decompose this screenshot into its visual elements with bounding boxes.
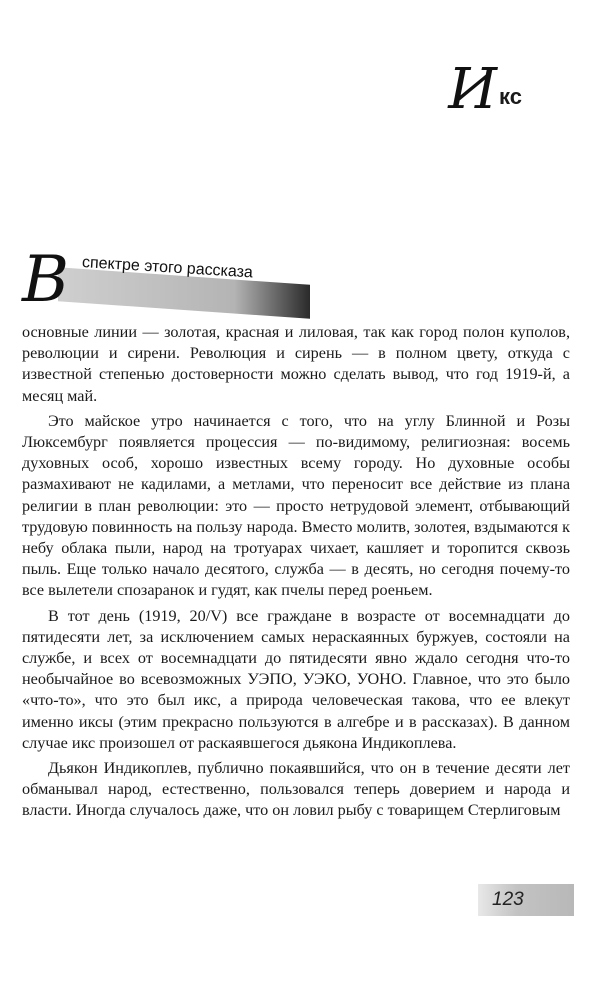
- body-text: [22, 322, 570, 826]
- paragraph: В тот день (1919, 20/V) все граждане в возрасте от восемнадцати до пятидесяти лет, за исключением самых нераскаянных буржуев, состояли на службе, и всех от восемнадцати до пятидесяти явно ждало сегодня что-то необычайное во всевозможных УЭПО, УЭКО, УОНО. Главное, что это было «что-то», что это был икс, а природа человеческая такова, что ее влекут именно иксы (этим прекрасно пользуются в алгебре и в рассказах). В данном случае икс произошел от раскаявшегося дьякона Индикоплева.: [22, 606, 570, 752]
- paragraph: Это майское утро начинается с того, что на углу Блинной и Розы Люксембург появляется процессия — по-видимому, религиозная: восемь духовных особ, хорошо известных всему городу. Но духовные особы размахивают не кадилами, а метлами, что переносит все действие из плана религии в план революции: это — просто нетрудовой элемент, отбывающий трудовую повинность на пользу народа. Вместо молитв, золотея, вздымаются к небу облака пыли, народ на тротуарах чихает, кашляет и торопится сквозь пыль. Еще только начало десятого, служба — в десять, но сегодня почему-то все вылетели спозаранок и гудят, как пчелы перед роеньем.: [22, 411, 570, 600]
- page-number: 123: [478, 884, 574, 916]
- paragraph: основные линии — золотая, красная и лиловая, так как город полон куполов, революции и сирени. Революция и сирень — в полном цвету, откуда с известной степенью достоверности можно сделать вывод, что год 1919-й, а месяц май.: [22, 323, 570, 405]
- drop-cap-lead: [22, 243, 302, 328]
- chapter-title-rest: кс: [499, 84, 522, 109]
- lead-phrase: спектре этого рассказа: [81, 254, 254, 282]
- chapter-title: [448, 57, 522, 122]
- drop-cap-initial: В: [22, 243, 70, 317]
- paragraph: Дьякон Индикоплев, публично покаявшийся, что он в течение десяти лет обманывал народ, естественно, пользовался теперь доверием и народа и власти. Иногда случалось даже, что он ловил рыбу с товарищем Стерлиговым: [22, 759, 570, 820]
- chapter-title-initial: И: [448, 57, 498, 122]
